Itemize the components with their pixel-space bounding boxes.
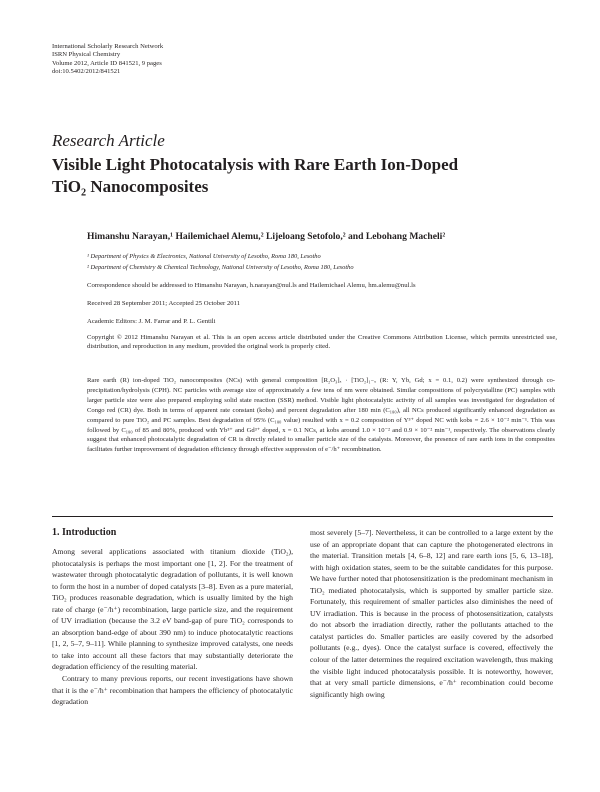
received-accepted-dates: Received 28 September 2011; Accepted 25 October 2011 xyxy=(87,300,241,307)
left-column xyxy=(52,546,293,708)
journal-info xyxy=(52,43,163,77)
journal-network: International Scholarly Research Network xyxy=(52,43,164,50)
academic-editors: Academic Editors: J. M. Farrar and P. L. Gentili xyxy=(87,318,216,325)
copyright-notice: Copyright © 2012 Himanshu Narayan et al. This is an open access article distributed under the Creative Commons Attribution License, which permits unrestricted use, distribution, and reproduction in any medium, provided the original work is properly cited. xyxy=(87,334,557,350)
paper-title-line-2: TiO₂ Nanocomposites xyxy=(52,177,209,196)
correspondence: Correspondence should be addressed to Himanshu Narayan, h.narayan@nul.ls and Hailemichael Alemu, hm.alemu@nul.ls xyxy=(87,282,416,289)
right-column xyxy=(310,527,553,700)
journal-name: ISRN Physical Chemistry xyxy=(52,51,121,59)
article-type: Research Article xyxy=(52,131,165,150)
section-heading: 1. Introduction xyxy=(52,527,117,538)
journal-doi: doi:10.5402/2012/841521 xyxy=(52,68,121,76)
intro-paragraph-1: Among several applications associated with titanium dioxide (TiO₂), photocatalysis is perhaps the most important one [1, 2]. For the treatment of wastewater through photocatalytic degradation of pollutants, it is well known to form the host in a number of doped catalysts [3–8]. Even as a pure material, TiO₂ produces reasonable degradation, which is usually limited by the high rate of charge (e⁻/h⁺) recombination, large particle size, and the requirement of UV irradiation (because the 3.2 eV band-gap of pure TiO₂ corresponds to an absorption band-edge of about 390 nm) to induce photocatalytic reactions [1, 2, 5–7, 9–11]. While planning to synthesize improved catalysts, one needs to take into account all these factors that may substantially deteriorate the degradation efficiency of the resulting material. xyxy=(52,547,293,672)
journal-volume: Volume 2012, Article ID 841521, 9 pages xyxy=(52,59,162,67)
intro-paragraph-3: most severely [5–7]. Nevertheless, it can be controlled to a large extent by the use of an appropriate dopant that can capture the photogenerated electrons in the material. Transition metals [4, 6–8, 12] and rare earth ions [5, 6, 13–18], with high oxidation states, seem to be the suitable candidates for this purpose. We have further noted that photosensitization is the predominant mechanism in TiO₂ mediated photocatalysis, which is supported by smaller particle size. Fortunately, this requirement of smaller particles also diminishes the need of UV irradiation. This is because in the process of photosensitization, catalysts do not absorb the irradiation directly, rather the pollutants attached to the catalyst particles do. Smaller particles are easily covered by the adsorbed pollutants (e.g., dyes). Once the catalyst surface is covered, effectively the colour of the latter determines the required excitation wavelength, thus making the visible light induced photocatalysis possible. It is noteworthy, however, that at very small particle dimensions, e⁻/h⁺ recombination could become significantly high owing xyxy=(310,528,553,699)
intro-paragraph-2: Contrary to many previous reports, our recent investigations have shown that it is the e⁻/h⁺ recombination that hampers the efficiency of photocatalytic degradation xyxy=(52,674,293,707)
author-list: Himanshu Narayan,¹ Hailemichael Alemu,² Lijeloang Setofolo,² and Lebohang Macheli² xyxy=(87,231,446,242)
affiliation-2: ² Department of Chemistry & Chemical Technology, National University of Lesotho, Roma 180, Lesotho xyxy=(87,264,354,271)
abstract: Rare earth (R) ion-doped TiO₂ nanocomposites (NCs) with general composition [R₂O₃]ₓ · [TiO₂]₁₋ₓ (R: Y, Yb, Gd; x = 0.1, 0.2) were synthesized through co-precipitation/hydrolysis (CPH). NC particles with average size of approximately a few tens of nm were obtained. Similar compositions of polycrystalline (PC) samples with larger particle size were also prepared employing solid state reaction (SSR) method. Visible light photocatalytic activity of all samples was investigated for degradation of Congo red (CR) dye. Both in terms of apparent rate constant (kobs) and percent degradation after 180 min (C₁₈₀), all NCs produced significantly enhanced degradation as compared to pure TiO₂ and PC samples. Best degradation of 95% (C₁₈₀ value) resulted with x = 0.2 composition of Y³⁺ doped NC with kobs = 2.6 × 10⁻² min⁻¹. This was followed by C₁₈₀ of 85 and 80%, produced with Yb³⁺ and Gd³⁺ doped, x = 0.1 NCs, at kobs around 1.0 × 10⁻² and 0.9 × 10⁻² min⁻¹, respectively. The observations clearly suggest that enhanced photocatalytic degradation of CR is directly related to smaller particle size of the catalysts. Moreover, the presence of rare earth ions in the composites facilitates further improvement of degradation efficiency through effective suppression of e⁻/h⁺ recombination. xyxy=(87,377,555,454)
section-divider xyxy=(52,516,553,517)
paper-title-line-1: Visible Light Photocatalysis with Rare Earth Ion-Doped xyxy=(52,155,459,174)
affiliation-1: ¹ Department of Physics & Electronics, National University of Lesotho, Roma 180, Lesotho xyxy=(87,253,321,260)
